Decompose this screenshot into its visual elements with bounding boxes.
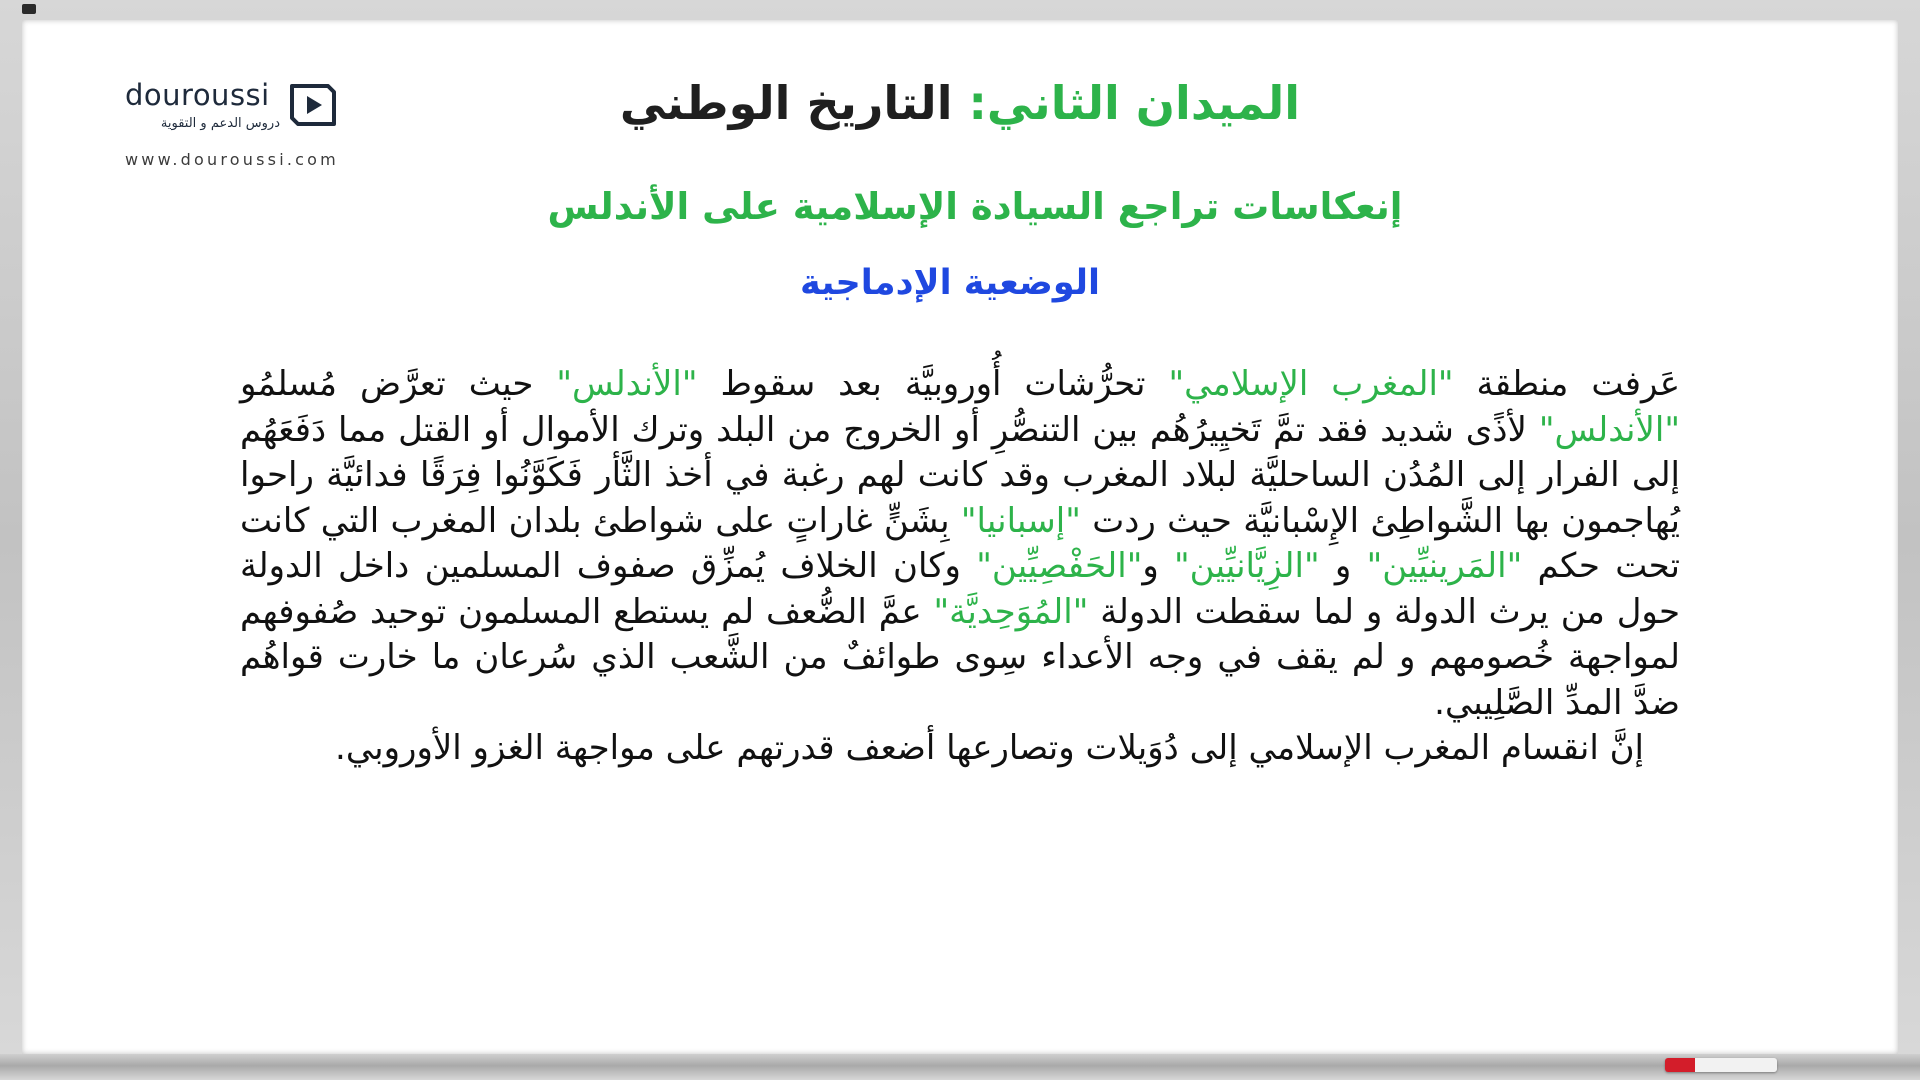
- text-segment: حيث تعرَّض مُسلمُو: [240, 364, 557, 404]
- paragraph-1: [240, 362, 1680, 726]
- highlight-term: "الزِيَّانيِّين": [1174, 546, 1320, 586]
- lesson-body: [240, 362, 1680, 772]
- highlight-term: "إسبانيا": [960, 500, 1081, 541]
- text-segment: لأذًى شديد فقد تمَّ تَخيِيرُهُم بين التنصُّرِ أو الخروج من البلد وترك الأموال أو القتل مما دَفَعَهُم إلى الفرار إلى المُدُن الساحليَّة لبلاد المغرب وقد كانت لهم رغبة في أخذ الثَّأر فَكَوَّنُوا فِرَقًا فدائيَّة راحوا يُهاجمون بها الشَّواطِئ الإِسْبانيَّة حيث ردت: [240, 409, 1680, 541]
- paragraph-2: إنَّ انقسام المغرب الإسلامي إلى دُوَيلات وتصارعها أضعف قدرتهم على مواجهة الغزو الأوروبي.: [335, 728, 1644, 768]
- marker-tray: [0, 1054, 1920, 1080]
- highlight-term: "الأندلس": [556, 364, 698, 404]
- title-field-label: الميدان الثاني:: [952, 76, 1301, 130]
- frame-corner-tag: [22, 4, 36, 14]
- highlight-term: "المَرينيِّين": [1366, 546, 1523, 586]
- text-segment: عمَّ الضُّعف لم يستطع المسلمون توحيد صُفوفهم لمواجهة خُصومهم و لم يقف في وجه الأعداء سِوى طوائفٌ من الشَّعب الذي سُرعان ما خارت قواهُم ضدَّ المدِّ الصَّلِيبي.: [240, 591, 1680, 723]
- situation-heading: الوضعية الإدماجية: [800, 263, 1100, 303]
- logo-tagline: دروس الدعم و التقوية: [160, 116, 280, 131]
- highlight-term: "الحَفْصِيِّين": [976, 546, 1143, 586]
- logo-url: www.douroussi.com: [125, 150, 339, 169]
- text-segment: و: [1142, 546, 1175, 586]
- text-segment: و: [1319, 546, 1367, 586]
- lesson-subtitle: إنعكاسات تراجع السيادة الإسلامية على الأندلس: [547, 185, 1403, 228]
- title-field-name: التاريخ الوطني: [619, 76, 953, 130]
- text-segment: وكان الخلاف يُمزِّق صفوف المسلمين داخل الدولة حول من يرث الدولة و لما سقطت الدولة: [240, 546, 1680, 632]
- text-segment: عَرفت منطقة: [1453, 364, 1680, 404]
- brand-logo: [125, 78, 385, 173]
- text-segment: بِشَنٍّ غاراتٍ على شواطئ بلدان المغرب التي كانت تحت حكم: [240, 500, 1680, 586]
- highlight-term: "المغرب الإسلامي": [1168, 364, 1454, 404]
- highlight-term: "الأندلس": [1538, 409, 1680, 450]
- play-icon: [288, 80, 338, 130]
- page-title: [560, 72, 1360, 134]
- text-segment: تحرُّشات أُوروبيَّة بعد سقوط: [697, 364, 1169, 404]
- highlight-term: "المُوَحِديَّة": [933, 591, 1089, 632]
- red-marker-icon: [1665, 1058, 1777, 1072]
- logo-brand-name: douroussi: [125, 78, 270, 112]
